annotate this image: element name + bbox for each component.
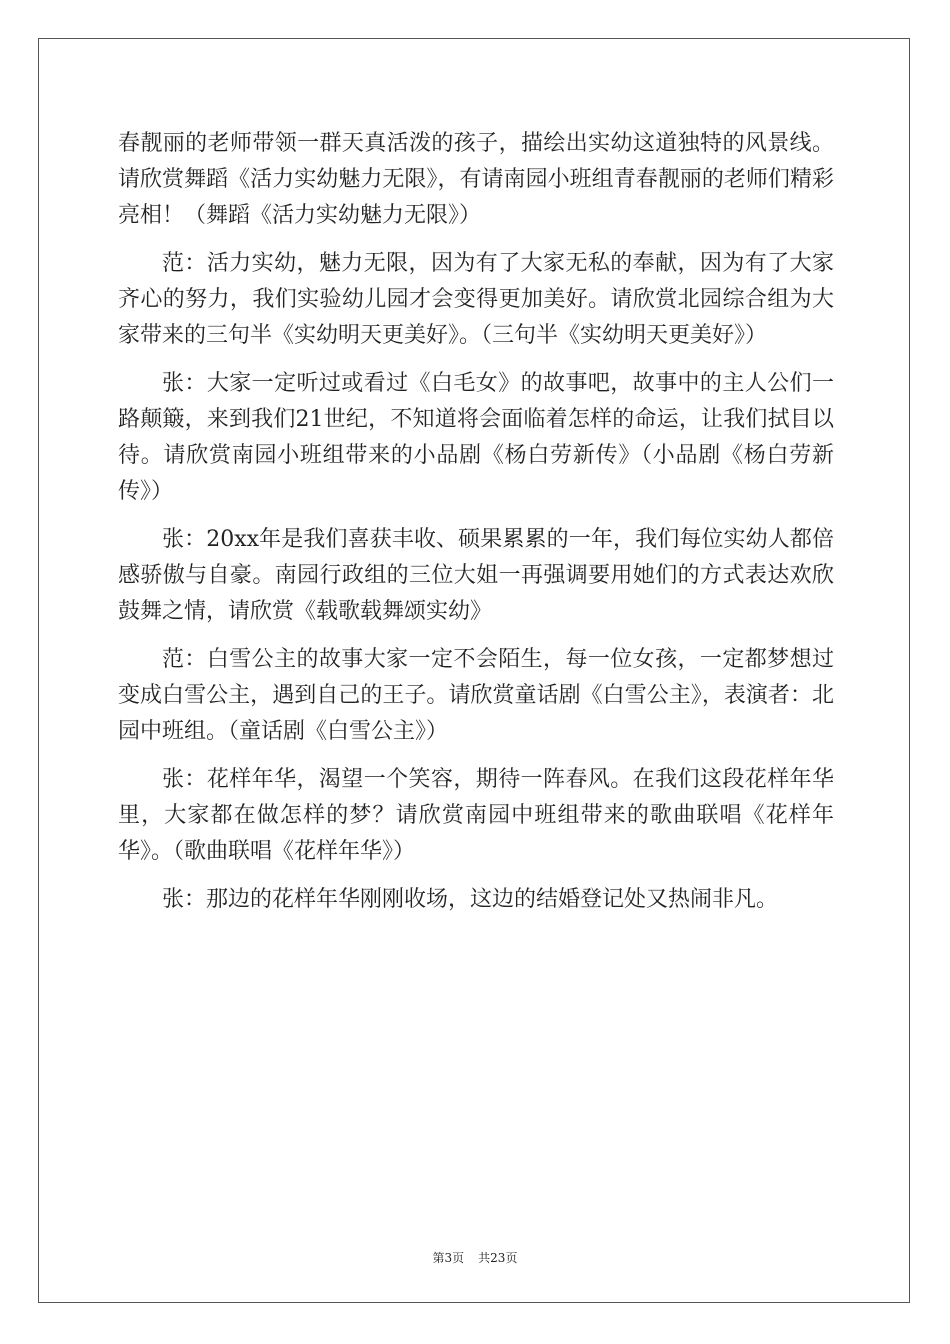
paragraph: 张：20xx年是我们喜获丰收、硕果累累的一年，我们每位实幼人都倍感骄傲与自豪。南园行政组的三位大姐一再强调要用她们的方式表达欢欣鼓舞之情，请欣赏《载歌载舞颂实幼》 bbox=[118, 527, 834, 624]
total-pages: 共23页 bbox=[478, 1251, 518, 1265]
paragraph-continuation: 春靓丽的老师带领一群天真活泼的孩子，描绘出实幼这道独特的风景线。请欣赏舞蹈《活力实幼魅力无限》，有请南园小班组青春靓丽的老师们精彩亮相！（舞蹈《活力实幼魅力无限》） bbox=[118, 131, 834, 228]
paragraph: 张：那边的花样年华刚刚收场，这边的结婚登记处又热闹非凡。 bbox=[162, 887, 779, 912]
document-body bbox=[118, 126, 834, 930]
page-number: 第3页 bbox=[432, 1251, 465, 1265]
paragraph: 张：大家一定听过或看过《白毛女》的故事吧，故事中的主人公们一路颠簸，来到我们21世纪，不知道将会面临着怎样的命运，让我们拭目以待。请欣赏南园小班组带来的小品剧《杨白劳新传》（小品剧《杨白劳新传》） bbox=[118, 371, 834, 504]
paragraph: 张：花样年华，渴望一个笑容，期待一阵春风。在我们这段花样年华里，大家都在做怎样的梦？请欣赏南园中班组带来的歌曲联唱《花样年华》。（歌曲联唱《花样年华》） bbox=[118, 767, 834, 864]
paragraph: 范：白雪公主的故事大家一定不会陌生，每一位女孩，一定都梦想过变成白雪公主，遇到自己的王子。请欣赏童话剧《白雪公主》，表演者：北园中班组。（童话剧《白雪公主》） bbox=[118, 647, 834, 744]
page-footer bbox=[0, 1249, 950, 1266]
paragraph: 范：活力实幼，魅力无限，因为有了大家无私的奉献，因为有了大家齐心的努力，我们实验幼儿园才会变得更加美好。请欣赏北园综合组为大家带来的三句半《实幼明天更美好》。（三句半《实幼明天更美好》） bbox=[118, 251, 834, 348]
